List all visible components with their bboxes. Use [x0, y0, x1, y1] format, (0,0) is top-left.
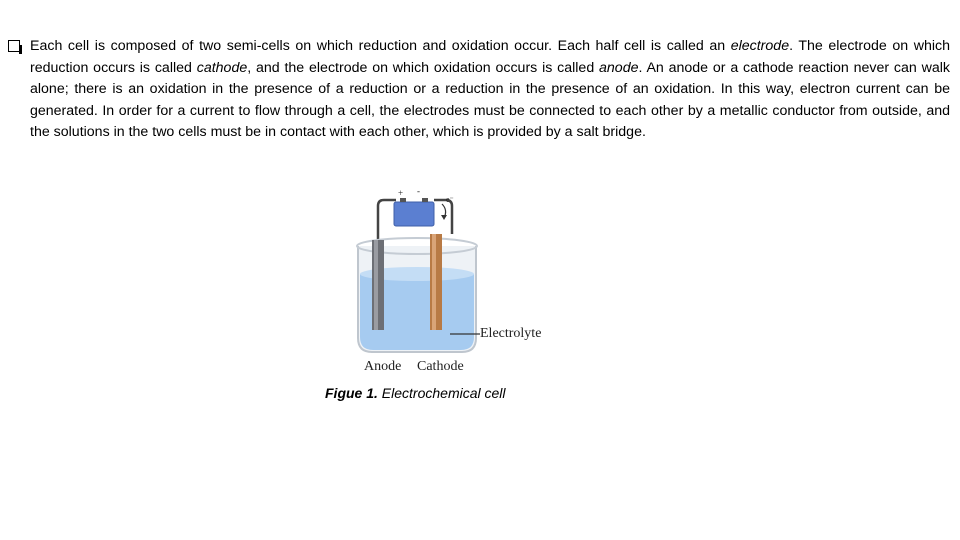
left-wire: [378, 200, 396, 240]
electrochemical-cell-figure: [330, 182, 570, 377]
paragraph-text: [30, 36, 950, 144]
figure-caption: [325, 385, 506, 401]
battery-terminal-left: [400, 198, 406, 202]
anode-highlight: [374, 240, 378, 330]
electron-label: e⁻: [446, 195, 454, 204]
term-cathode: cathode: [196, 59, 248, 76]
cathode-label: Cathode: [417, 359, 464, 374]
term-electrode: electrode: [730, 38, 790, 54]
body-paragraph: [8, 36, 950, 144]
caption-text: Electrochemical cell: [377, 385, 506, 401]
battery: [394, 202, 434, 226]
cathode-highlight: [432, 234, 436, 330]
arrowhead: [441, 215, 447, 220]
checkbox-bullet-icon: [8, 40, 20, 52]
paragraph-segment: , and the electrode on which oxidation occurs is called: [247, 59, 600, 76]
electrolyte-label: Electrolyte: [480, 326, 542, 341]
anode-label: Anode: [364, 359, 402, 374]
minus-label: -: [417, 186, 420, 196]
plus-label: +: [398, 188, 404, 198]
battery-terminal-right: [422, 198, 428, 202]
term-anode: anode: [599, 59, 639, 76]
paragraph-segment: . An anode or a cathode reaction never can walk alone; there is an oxidation in the presence of a reduction or a reduction in the presence of an oxidation. In this way, electron current can be generated. In order for a current to flow through a cell, the electrodes must be connected to each other by a metallic conductor from outside, and the solutions in the two cells must be in contact with each other, which is provided by a salt bridge.: [30, 59, 950, 141]
paragraph-segment: Each cell is composed of two semi-cells on which reduction and oxidation occur. Each half cell is called an: [30, 38, 731, 54]
paragraph-segment: . The electrode on which reduction occurs is called: [30, 38, 950, 76]
caption-label: Figue 1.: [325, 385, 378, 401]
